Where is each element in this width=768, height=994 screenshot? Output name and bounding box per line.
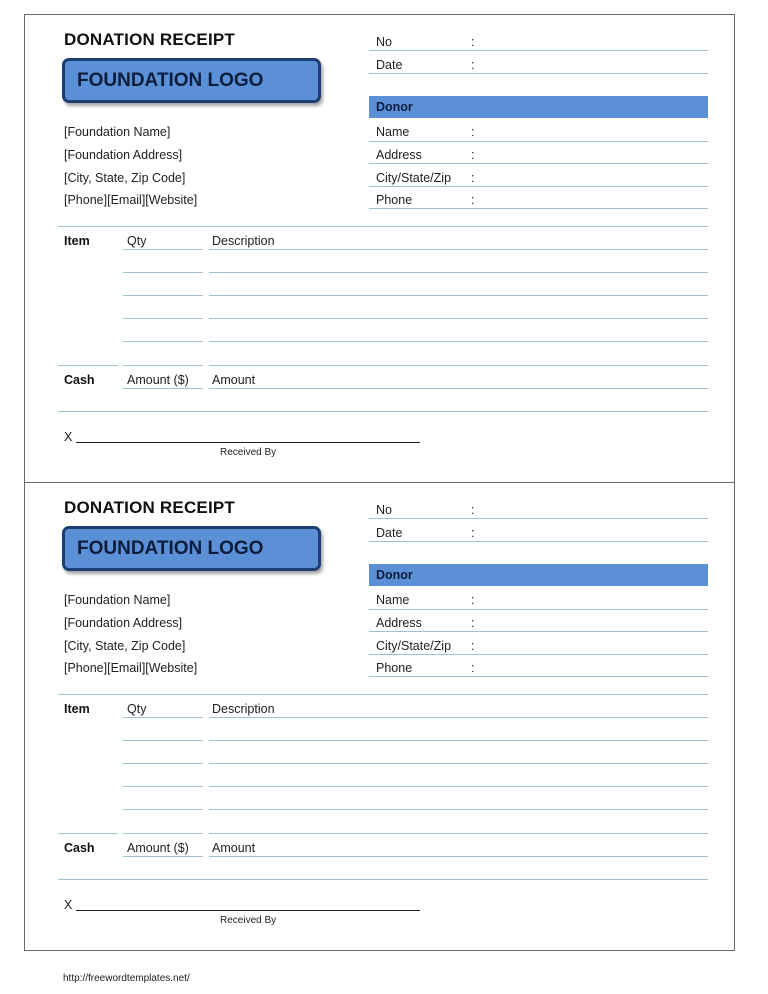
colon: :: [471, 616, 475, 630]
qty-line[interactable]: [123, 365, 203, 366]
donor-phone-label: Phone: [376, 661, 413, 675]
receipt-date-label: Date: [376, 58, 403, 72]
donor-phone-field[interactable]: [369, 208, 708, 209]
amount-line[interactable]: [209, 856, 708, 857]
colon: :: [471, 593, 475, 607]
foundation-logo: [62, 526, 321, 571]
qty-line[interactable]: [123, 809, 203, 810]
foundation-address: [Foundation Address]: [64, 616, 183, 630]
foundation-contact: [Phone][Email][Website]: [64, 193, 198, 207]
amount-line[interactable]: [209, 388, 708, 389]
description-line[interactable]: [209, 717, 708, 718]
signature-x: X: [64, 898, 73, 912]
donor-city-field[interactable]: [369, 186, 708, 187]
qty-line[interactable]: [123, 717, 203, 718]
colon: :: [471, 639, 475, 653]
donor-phone-field[interactable]: [369, 676, 708, 677]
colon: :: [471, 503, 475, 517]
section-divider: [58, 694, 708, 695]
donor-header-label: Donor: [376, 568, 413, 582]
receipt-no-label: No: [376, 503, 392, 517]
description-line[interactable]: [209, 786, 708, 787]
qty-label: Qty: [127, 702, 147, 716]
qty-line[interactable]: [123, 249, 203, 250]
receipt-title: DONATION RECEIPT: [64, 498, 236, 517]
qty-line[interactable]: [123, 833, 203, 834]
received-by-label: Received By: [220, 915, 277, 926]
qty-line[interactable]: [123, 295, 203, 296]
amount-usd-label: Amount ($): [127, 841, 189, 855]
received-by-label: Received By: [220, 447, 277, 458]
receipt-date-field[interactable]: [369, 541, 708, 542]
item-line: [58, 365, 118, 366]
receipt-date-label: Date: [376, 526, 403, 540]
qty-label: Qty: [127, 234, 147, 248]
colon: :: [471, 35, 475, 49]
foundation-contact: [Phone][Email][Website]: [64, 661, 198, 675]
donor-address-label: Address: [376, 616, 422, 630]
qty-line[interactable]: [123, 318, 203, 319]
signature-x: X: [64, 430, 73, 444]
colon: :: [471, 193, 475, 207]
signature-line[interactable]: [76, 910, 420, 911]
description-line[interactable]: [209, 740, 708, 741]
signature-line[interactable]: [76, 442, 420, 443]
description-line[interactable]: [209, 763, 708, 764]
donor-city-field[interactable]: [369, 654, 708, 655]
colon: :: [471, 58, 475, 72]
foundation-address: [Foundation Address]: [64, 148, 183, 162]
amount-usd-line[interactable]: [123, 856, 203, 857]
foundation-name: [Foundation Name]: [64, 593, 171, 607]
donor-name-label: Name: [376, 593, 410, 607]
description-label: Description: [212, 702, 275, 716]
qty-line[interactable]: [123, 740, 203, 741]
donor-header-label: Donor: [376, 100, 413, 114]
foundation-logo: [62, 58, 321, 103]
donor-header: [369, 96, 708, 118]
qty-line[interactable]: [123, 786, 203, 787]
donation-receipt: [24, 14, 735, 483]
colon: :: [471, 526, 475, 540]
foundation-city: [City, State, Zip Code]: [64, 639, 186, 653]
donor-name-field[interactable]: [369, 141, 708, 142]
qty-line[interactable]: [123, 341, 203, 342]
qty-line[interactable]: [123, 763, 203, 764]
donor-name-label: Name: [376, 125, 410, 139]
cash-label: Cash: [64, 373, 95, 387]
amount-label: Amount: [212, 841, 256, 855]
item-label: Item: [64, 702, 90, 716]
cash-label: Cash: [64, 841, 95, 855]
footer-url[interactable]: http://freewordtemplates.net/: [63, 973, 190, 984]
amount-label: Amount: [212, 373, 256, 387]
description-line[interactable]: [209, 249, 708, 250]
item-label: Item: [64, 234, 90, 248]
description-line[interactable]: [209, 833, 708, 834]
colon: :: [471, 661, 475, 675]
qty-line[interactable]: [123, 272, 203, 273]
description-line[interactable]: [209, 295, 708, 296]
colon: :: [471, 171, 475, 185]
logo-text: FOUNDATION LOGO: [77, 538, 264, 559]
item-line: [58, 833, 118, 834]
section-divider: [58, 879, 708, 880]
donor-header: [369, 564, 708, 586]
donor-phone-label: Phone: [376, 193, 413, 207]
donor-name-field[interactable]: [369, 609, 708, 610]
description-line[interactable]: [209, 809, 708, 810]
colon: :: [471, 148, 475, 162]
receipt-date-field[interactable]: [369, 73, 708, 74]
receipt-no-label: No: [376, 35, 392, 49]
receipt-title: DONATION RECEIPT: [64, 30, 236, 49]
description-label: Description: [212, 234, 275, 248]
description-line[interactable]: [209, 341, 708, 342]
donor-city-label: City/State/Zip: [376, 639, 452, 653]
section-divider: [58, 411, 708, 412]
foundation-city: [City, State, Zip Code]: [64, 171, 186, 185]
donor-address-field[interactable]: [369, 631, 708, 632]
donor-address-field[interactable]: [369, 163, 708, 164]
donation-receipt: [24, 482, 735, 951]
amount-usd-label: Amount ($): [127, 373, 189, 387]
description-line[interactable]: [209, 318, 708, 319]
donor-address-label: Address: [376, 148, 422, 162]
donor-city-label: City/State/Zip: [376, 171, 452, 185]
foundation-name: [Foundation Name]: [64, 125, 171, 139]
amount-usd-line[interactable]: [123, 388, 203, 389]
logo-text: FOUNDATION LOGO: [77, 70, 264, 91]
section-divider: [58, 226, 708, 227]
description-line[interactable]: [209, 272, 708, 273]
receipt-no-field[interactable]: [369, 50, 708, 51]
description-line[interactable]: [209, 365, 708, 366]
receipt-no-field[interactable]: [369, 518, 708, 519]
colon: :: [471, 125, 475, 139]
